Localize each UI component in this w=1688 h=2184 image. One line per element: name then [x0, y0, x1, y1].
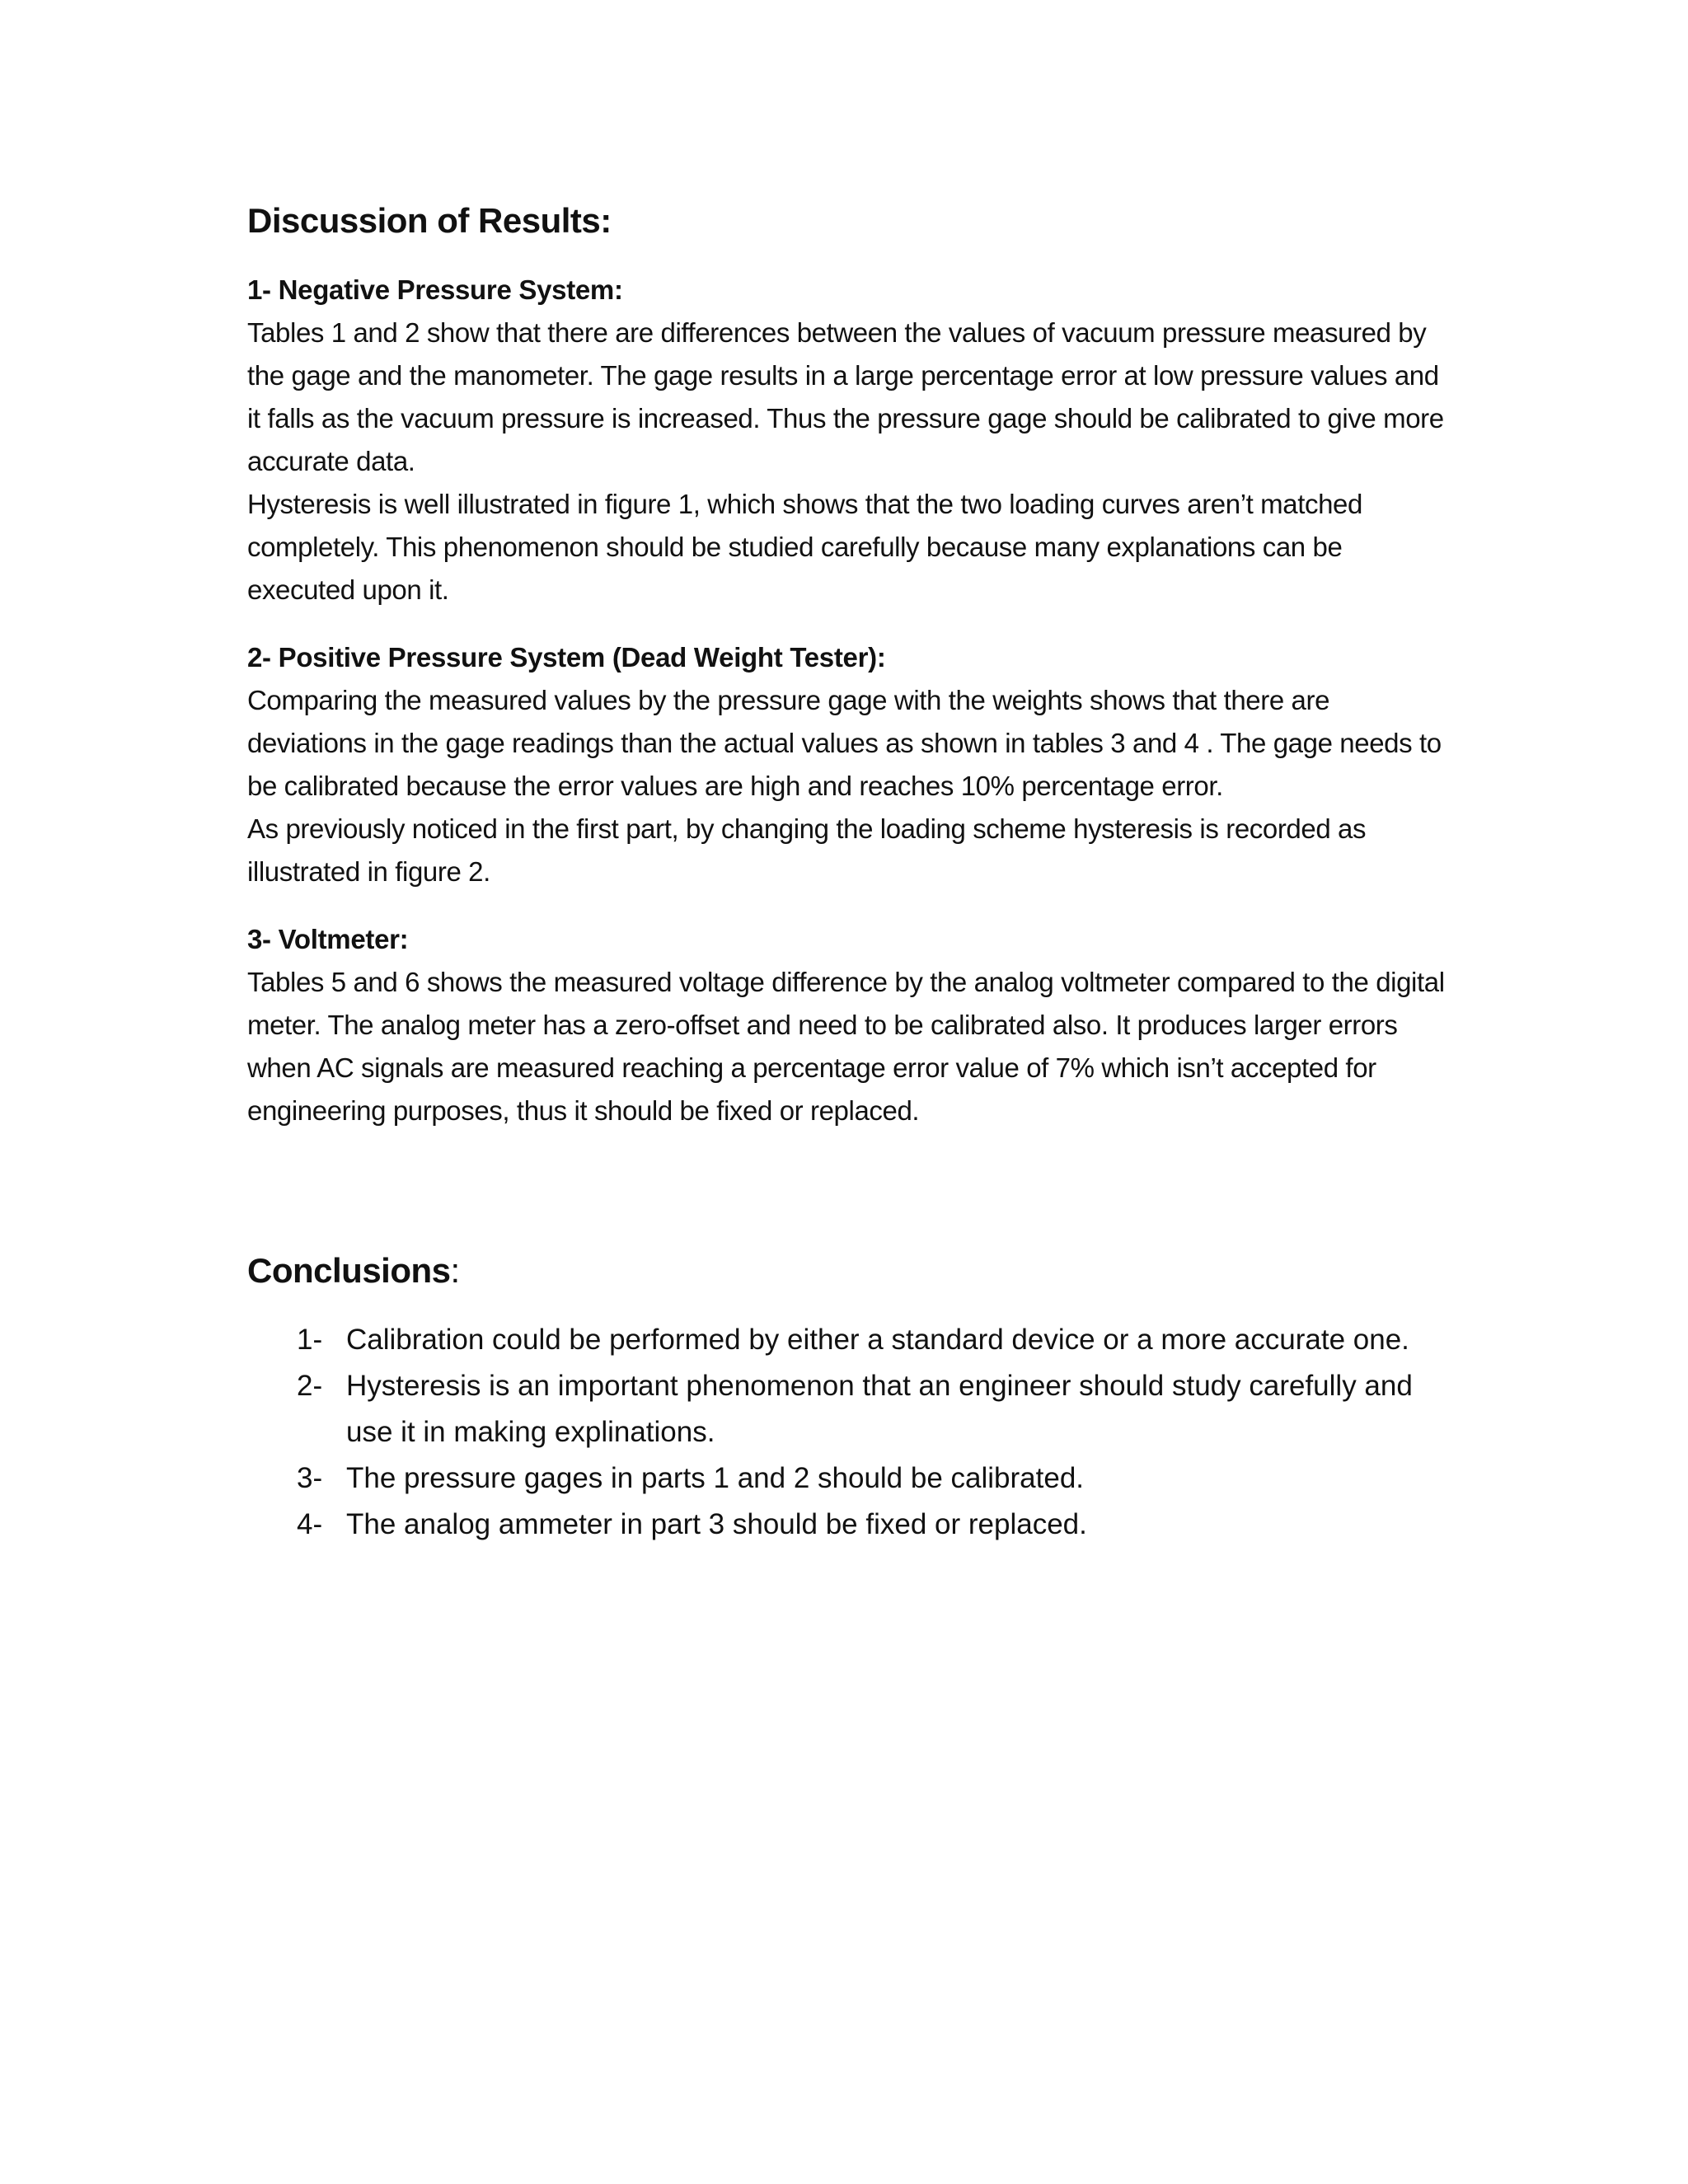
section-positive-pressure: [247, 636, 1451, 893]
page-content: [247, 198, 1451, 1548]
list-item: [297, 1363, 1451, 1455]
list-item-number: 1-: [297, 1324, 323, 1356]
list-item-number: 4-: [297, 1508, 323, 1540]
list-item: [297, 1455, 1451, 1502]
list-item: [297, 1317, 1451, 1363]
conclusions-title-colon: :: [450, 1251, 460, 1290]
section-heading: 1- Negative Pressure System:: [247, 274, 623, 305]
list-item-text: The pressure gages in parts 1 and 2 should be calibrated.: [346, 1462, 1085, 1494]
paragraph: Tables 5 and 6 shows the measured voltage difference by the analog voltmeter compared to the digital meter. The analog meter has a zero-offset and need to be calibrated also. It produces larger errors when AC signals are measured reaching a percentage error value of 7% which isn’t accepted for engineering purposes, thus it should be fixed or replaced.: [247, 967, 1445, 1126]
list-item-text: The analog ammeter in part 3 should be fixed or replaced.: [346, 1508, 1087, 1540]
section-heading: 3- Voltmeter:: [247, 924, 409, 954]
paragraph: Comparing the measured values by the pressure gage with the weights shows that there are deviations in the gage readings than the actual values as shown in tables 3 and 4 . The gage needs to be calibrated because the error values are high and reaches 10% percentage error.: [247, 685, 1442, 801]
section-negative-pressure: [247, 269, 1451, 612]
list-item: [297, 1502, 1451, 1548]
conclusions-heading: [247, 1248, 1451, 1294]
list-item-number: 3-: [297, 1462, 323, 1494]
discussion-heading: Discussion of Results:: [247, 201, 612, 240]
section-voltmeter: [247, 918, 1451, 1132]
list-item-text: Calibration could be performed by either a standard device or a more accurate one.: [346, 1324, 1409, 1356]
section-heading: 2- Positive Pressure System (Dead Weight Tester):: [247, 642, 886, 673]
paragraph: Tables 1 and 2 show that there are differences between the values of vacuum pressure measured by the gage and the manometer. The gage results in a large percentage error at low pressure values and it falls as the vacuum pressure is increased. Thus the pressure gage should be calibrated to give more accurate data.: [247, 317, 1444, 476]
list-item-number: 2-: [297, 1370, 323, 1402]
conclusions-list: [247, 1317, 1451, 1548]
conclusions-title: Conclusions: [247, 1251, 451, 1290]
paragraph: Hysteresis is well illustrated in figure 1, which shows that the two loading curves aren’t matched completely. This phenomenon should be studied carefully because many explanations can be executed upon it.: [247, 489, 1362, 605]
list-item-text: Hysteresis is an important phenomenon that an engineer should study carefully and use it in making explinations.: [346, 1370, 1413, 1448]
paragraph: As previously noticed in the first part, by changing the loading scheme hysteresis is recorded as illustrated in figure 2.: [247, 813, 1367, 887]
